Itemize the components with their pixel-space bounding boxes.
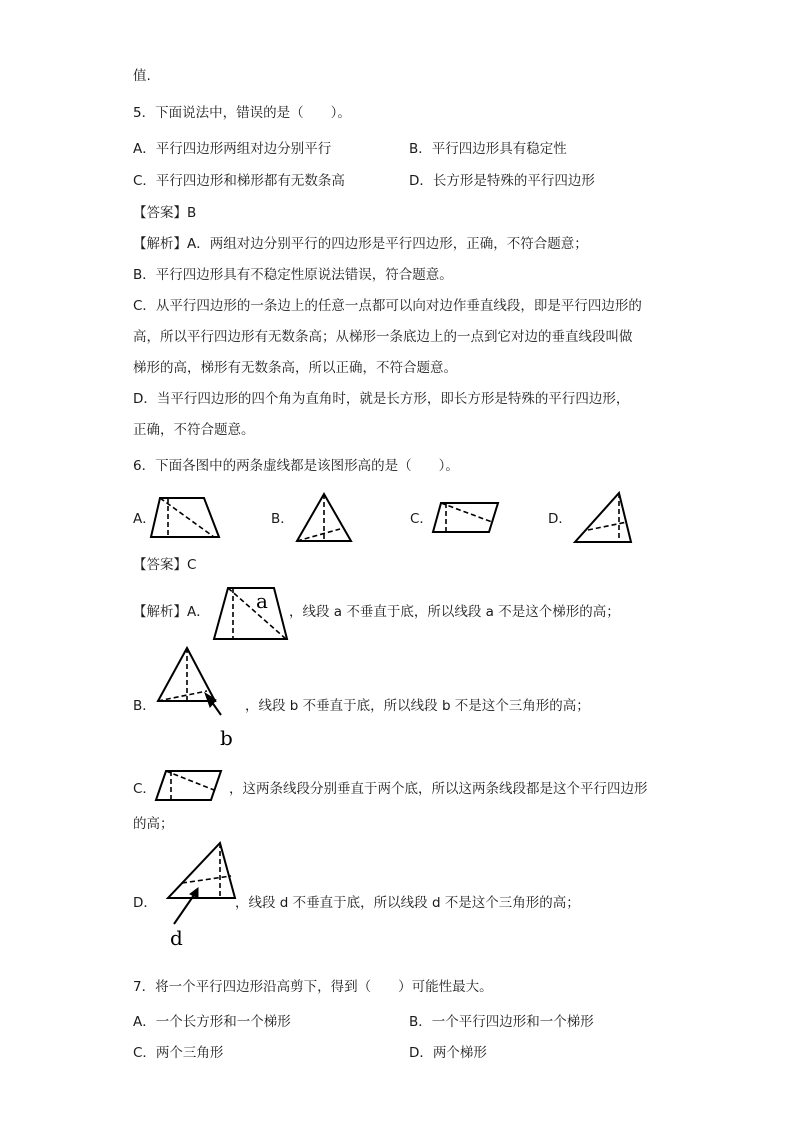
q6-explanation-c-prefix: C． [133, 781, 156, 797]
q7-option-a: A．一个长方形和一个梯形 [133, 1014, 291, 1030]
q6-explanation-a-prefix: 【解析】A． [133, 604, 210, 620]
q7-option-b: B．一个平行四边形和一个梯形 [409, 1014, 594, 1030]
explanation-figure-c-parallelogram [154, 768, 226, 804]
q6-explanation-c-text: ，这两条线段分别垂直于两个底，所以这两条线段都是这个平行四边形 [229, 781, 648, 797]
text-line: 值. [133, 68, 151, 84]
label-b: b [220, 726, 233, 750]
q5-explanation-line: B．平行四边形具有不稳定性原说法错误，符合题意。 [133, 267, 453, 283]
q5-answer: 【答案】B [133, 205, 197, 221]
q6-option-d-label: D． [548, 511, 572, 527]
q6-figure-c-parallelogram [431, 500, 503, 536]
q5-explanation-line: 正确，不符合题意。 [133, 422, 255, 438]
q5-explanation-line: C．从平行四边形的一条边上的任意一点都可以向对边作垂直线段，即是平行四边形的 [133, 298, 642, 314]
q6-figure-a-trapezoid [150, 495, 225, 541]
question-6: 6．下面各图中的两条虚线都是该图形高的是（ ）。 [133, 458, 459, 474]
explanation-figure-d-triangle [160, 838, 245, 950]
q6-explanation-a-text: ，线段 a 不垂直于底，所以线段 a 不是这个梯形的高； [289, 604, 620, 620]
q6-explanation-d-prefix: D． [133, 895, 157, 911]
q6-option-b-label: B． [271, 511, 294, 527]
q5-explanation-line: 梯形的高，梯形有无数条高，所以正确，不符合题意。 [133, 360, 457, 376]
question-7: 7．将一个平行四边形沿高剪下，得到（ ）可能性最大。 [133, 979, 493, 995]
explanation-figure-a-trapezoid [212, 584, 292, 642]
q6-figure-b-triangle [293, 492, 357, 544]
q5-option-c: C．平行四边形和梯形都有无数条高 [133, 173, 345, 189]
label-a: a [256, 589, 268, 613]
q6-explanation-b-text: ，线段 b 不垂直于底，所以线段 b 不是这个三角形的高； [245, 698, 590, 714]
q5-explanation-line: 【解析】A．两组对边分别平行的四边形是平行四边形，正确，不符合题意； [133, 236, 588, 252]
q6-option-a-label: A． [133, 511, 156, 527]
q5-explanation-line: D．当平行四边形的四个角为直角时，就是长方形，即长方形是特殊的平行四边形， [133, 391, 630, 407]
q7-option-c: C．两个三角形 [133, 1045, 224, 1061]
q5-option-a: A．平行四边形两组对边分别平行 [133, 141, 332, 157]
q6-explanation-d-text: ，线段 d 不垂直于底，所以线段 d 不是这个三角形的高； [235, 895, 580, 911]
label-d: d [170, 926, 183, 950]
q5-option-b: B．平行四边形具有稳定性 [409, 141, 567, 157]
q6-figure-d-triangle [571, 490, 637, 546]
q6-answer: 【答案】C [133, 557, 197, 573]
q5-explanation-line: 高，所以平行四边形有无数条高；从梯形一条底边上的一点到它对边的垂直线段叫做 [133, 329, 633, 345]
question-5: 5．下面说法中，错误的是（ ）。 [133, 105, 351, 121]
q6-explanation-b-prefix: B． [133, 698, 156, 714]
q7-option-d: D．两个梯形 [409, 1045, 487, 1061]
q5-option-d: D．长方形是特殊的平行四边形 [409, 173, 595, 189]
explanation-figure-b-triangle [155, 643, 240, 749]
q6-explanation-c-text-cont: 的高； [133, 816, 174, 832]
q6-option-c-label: C． [410, 511, 433, 527]
